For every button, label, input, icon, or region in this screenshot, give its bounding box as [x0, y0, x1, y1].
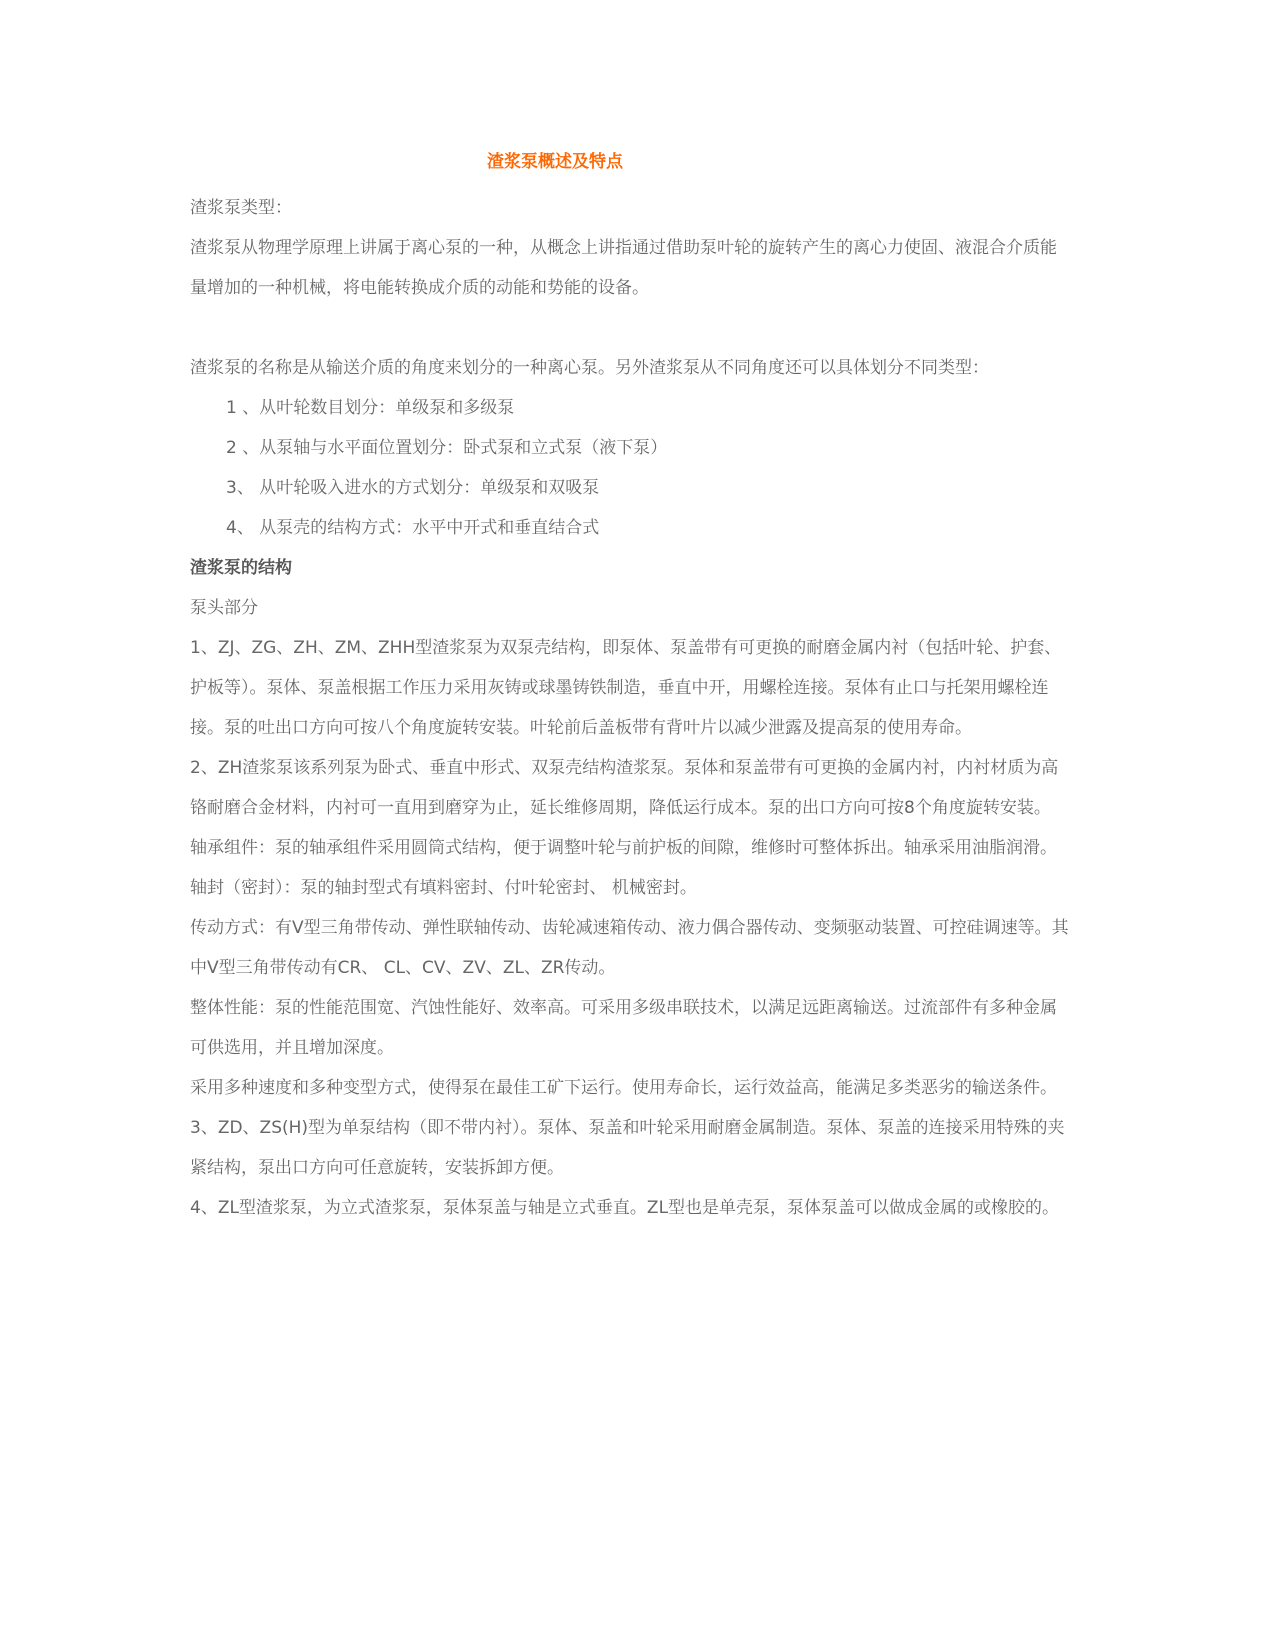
paragraph-drive-method: 传动方式：有V型三角带传动、弹性联轴传动、齿轮减速箱传动、液力偶合器传动、变频驱动装置、可控硅调速等。其中V型三角带传动有CR、 CL、CV、ZV、ZL、ZR传动。 [190, 918, 1069, 978]
paragraph-bearing-assembly: 轴承组件：泵的轴承组件采用圆筒式结构，便于调整叶轮与前护板的间隙，维修时可整体拆出。轴承采用油脂润滑。 [190, 838, 1057, 858]
paragraph-item-1: 1、ZJ、ZG、ZH、ZM、ZHH型渣浆泵为双泵壳结构，即泵体、泵盖带有可更换的耐磨金属内衬（包括叶轮、护套、护板等）。泵体、泵盖根据工作压力采用灰铸或球墨铸铁制造，垂直中开，用螺栓连接。泵体有止口与托架用螺栓连接。泵的吐出口方向可按八个角度旋转安装。叶轮前后盖板带有背叶片以减少泄露及提高泵的使用寿命。 [190, 638, 1062, 738]
paragraph-item-2: 2、ZH渣浆泵该系列泵为卧式、垂直中形式、双泵壳结构渣浆泵。泵体和泵盖带有可更换的金属内衬，内衬材质为高铬耐磨合金材料，内衬可一直用到磨穿为止，延长维修周期，降低运行成本。泵的出口方向可按8个角度旋转安装。 [190, 758, 1059, 818]
section-heading-structure: 渣浆泵的结构 [190, 558, 292, 578]
document-body [190, 188, 1070, 1228]
paragraph-classification-intro: 渣浆泵的名称是从输送介质的角度来划分的一种离心泵。另外渣浆泵从不同角度还可以具体划分不同类型： [190, 358, 989, 378]
paragraph-overall-performance: 整体性能：泵的性能范围宽、汽蚀性能好、效率高。可采用多级串联技术，以满足远距离输送。过流部件有多种金属可供选用，并且增加深度。 [190, 998, 1057, 1058]
list-item-casing-structure: 4、 从泵壳的结构方式：水平中开式和垂直结合式 [226, 518, 600, 538]
document-title: 渣浆泵概述及特点 [487, 152, 623, 172]
paragraph-speed-variants: 采用多种速度和多种变型方式，使得泵在最佳工矿下运行。使用寿命长，运行效益高，能满足多类恶劣的输送条件。 [190, 1078, 1057, 1098]
blank-line [190, 308, 1070, 348]
list-item-shaft-position: 2 、从泵轴与水平面位置划分：卧式泵和立式泵（液下泵） [226, 438, 668, 458]
paragraph-definition: 渣浆泵从物理学原理上讲属于离心泵的一种，从概念上讲指通过借助泵叶轮的旋转产生的离心力使固、液混合介质能量增加的一种机械，将电能转换成介质的动能和势能的设备。 [190, 238, 1057, 298]
paragraph-pump-types-label: 渣浆泵类型： [190, 198, 292, 218]
list-item-impeller-count: 1 、从叶轮数目划分：单级泵和多级泵 [226, 398, 515, 418]
subheading-pump-head: 泵头部分 [190, 598, 258, 618]
list-item-suction-type: 3、 从叶轮吸入进水的方式划分：单级泵和双吸泵 [226, 478, 600, 498]
paragraph-item-3: 3、ZD、ZS(H)型为单泵结构（即不带内衬）。泵体、泵盖和叶轮采用耐磨金属制造。泵体、泵盖的连接采用特殊的夹紧结构，泵出口方向可任意旋转，安装拆卸方便。 [190, 1118, 1065, 1178]
paragraph-shaft-seal: 轴封（密封）：泵的轴封型式有填料密封、付叶轮密封、 机械密封。 [190, 878, 697, 898]
paragraph-item-4: 4、ZL型渣浆泵，为立式渣浆泵，泵体泵盖与轴是立式垂直。ZL型也是单壳泵，泵体泵盖可以做成金属的或橡胶的。 [190, 1198, 1060, 1218]
